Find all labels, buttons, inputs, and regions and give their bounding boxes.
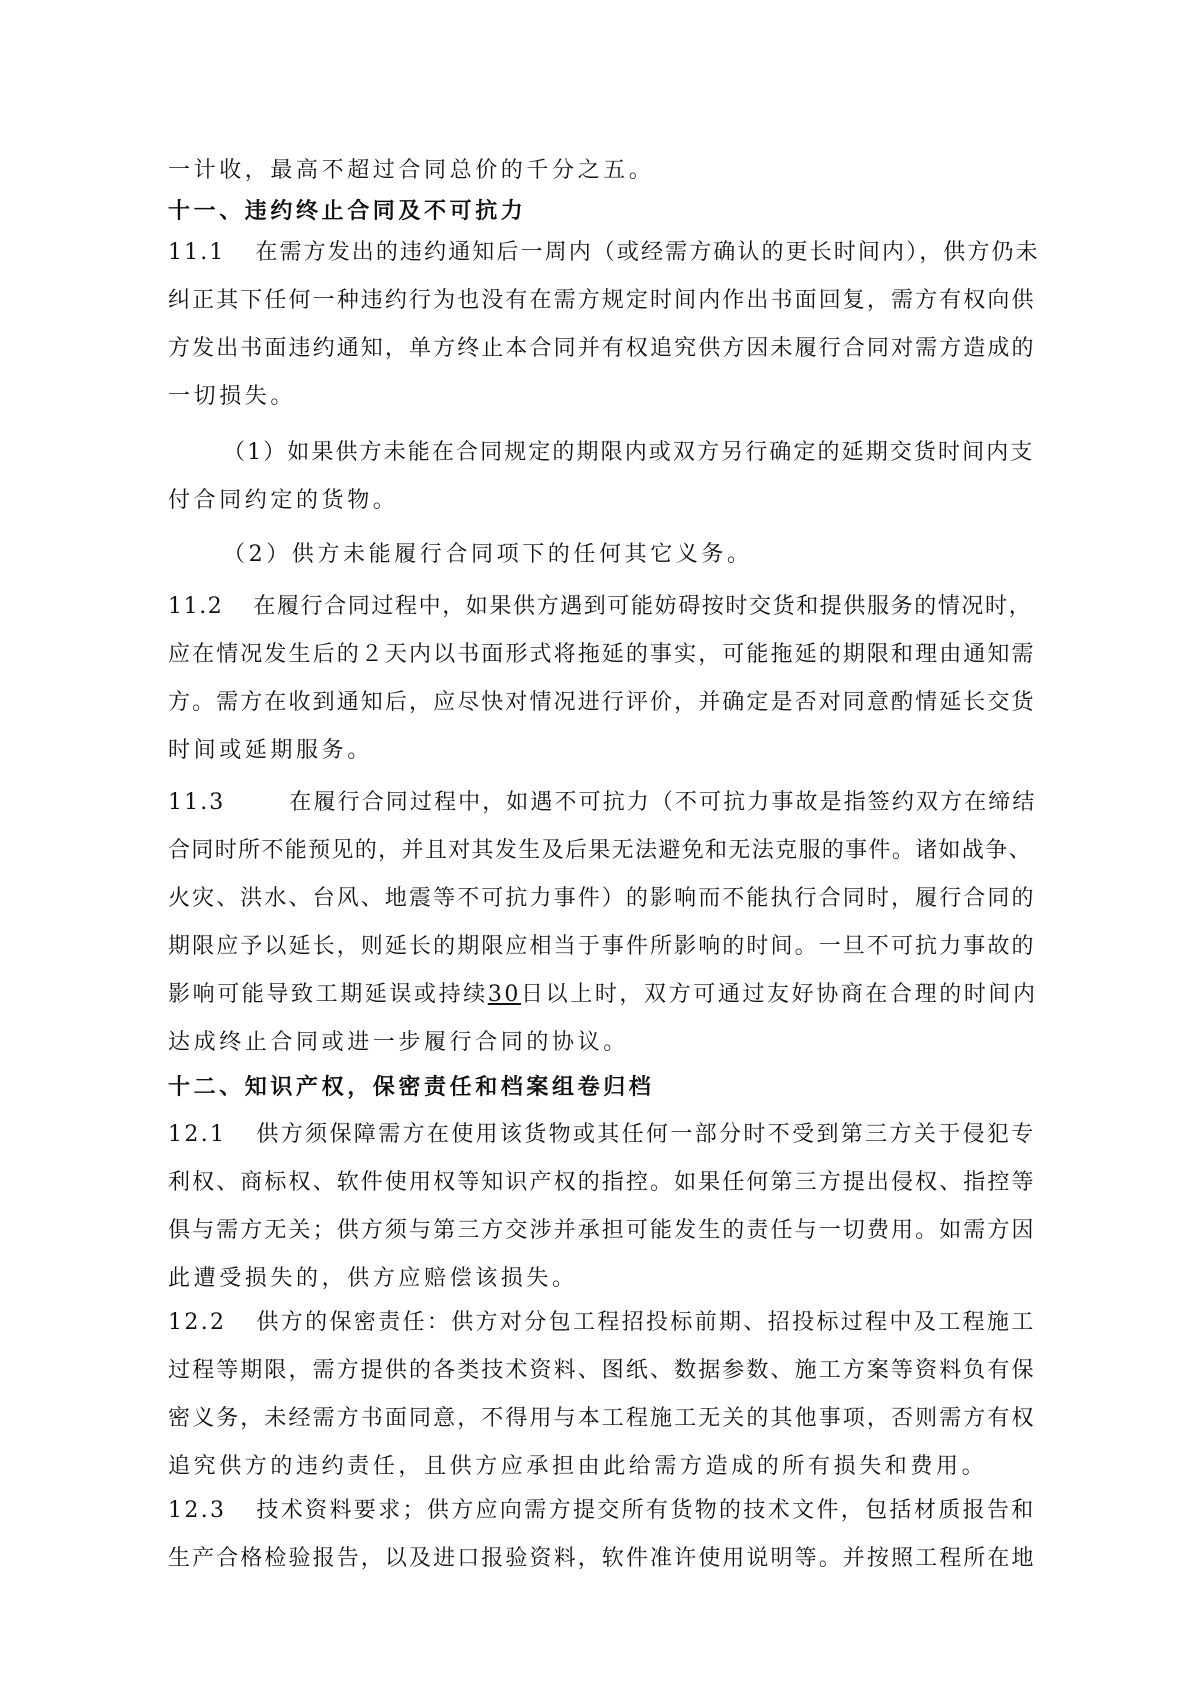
clause-11-1	[168, 234, 1040, 416]
clause-line: 追究供方的违约责任，且供方应承担由此给需方造成的所有损失和费用。	[168, 1454, 988, 1479]
clause-number: 12.1	[168, 1122, 227, 1147]
clause-line: 时间或延期服务。	[168, 738, 373, 763]
clause-line: 合同时所不能预见的，并且对其发生及后果无法避免和无法克服的事件。诸如战争、	[168, 838, 1032, 863]
clause-number: 11.3	[168, 790, 226, 815]
clause-line: 11.2 在履行合同过程中，如果供方遇到可能妨碍按时交货和提供服务的情况时，	[168, 594, 1033, 619]
clause-line: 此遭受损失的，供方应赔偿该损失。	[168, 1266, 578, 1291]
document-page	[168, 152, 1040, 1578]
clause-line: 过程等期限，需方提供的各类技术资料、图纸、数据参数、施工方案等资料负有保	[168, 1358, 1036, 1383]
clause-12-1	[168, 1116, 1040, 1298]
clause-line: 纠正其下任何一种违约行为也没有在需方规定时间内作出书面回复，需方有权向供	[168, 288, 1036, 313]
list-item-1	[168, 434, 1040, 520]
clause-line: 利权、商标权、软件使用权等知识产权的指控。如果任何第三方提出侵权、指控等	[168, 1170, 1036, 1195]
clause-number: 11.2	[168, 594, 224, 619]
clause-line: 11.1 在需方发出的违约通知后一周内（或经需方确认的更长时间内），供方仍未	[168, 240, 1040, 265]
clause-number: 11.1	[168, 240, 226, 265]
clause-12-3	[168, 1492, 1040, 1578]
clause-line: 生产合格检验报告，以及进口报验资料，软件准许使用说明等。并按照工程所在地	[168, 1546, 1036, 1571]
clause-line: 期限应予以延长，则延长的期限应相当于事件所影响的时间。一旦不可抗力事故的	[168, 934, 1036, 959]
clause-line: 一切损失。	[168, 384, 297, 409]
list-line: 付合同约定的货物。	[168, 488, 399, 513]
clause-number: 12.3	[168, 1498, 227, 1523]
clause-line: 火灾、洪水、台风、地震等不可抗力事件）的影响而不能执行合同时，履行合同的	[168, 886, 1036, 911]
list-item-2	[168, 536, 1040, 574]
clause-12-2	[168, 1304, 1040, 1486]
clause-line: 俱与需方无关；供方须与第三方交涉并承担可能发生的责任与一切费用。如需方因	[168, 1218, 1036, 1243]
clause-line: 12.3 技术资料要求；供方应向需方提交所有货物的技术文件，包括材质报告和	[168, 1498, 1036, 1523]
underlined-days: 30	[487, 982, 522, 1007]
clause-line: 方。需方在收到通知后，应尽快对情况进行评价，并确定是否对同意酌情延长交货	[168, 690, 1036, 715]
section-heading-12: 十二、知识产权，保密责任和档案组卷归档	[168, 1074, 655, 1100]
clause-line: 应在情况发生后的２天内以书面形式将拖延的事实，可能拖延的期限和理由通知需	[168, 642, 1036, 667]
list-line: （2）供方未能履行合同项下的任何其它义务。	[223, 542, 753, 567]
clause-line: 方发出书面违约通知，单方终止本合同并有权追究供方因未履行合同对需方造成的	[168, 336, 1036, 361]
clause-number: 12.2	[168, 1310, 227, 1335]
text-line: 一计收，最高不超过合同总价的千分之五。	[168, 158, 655, 183]
clause-line: 11.3 在履行合同过程中，如遇不可抗力（不可抗力事故是指签约双方在缔结	[168, 790, 1037, 815]
section-heading-11: 十一、违约终止合同及不可抗力	[168, 198, 527, 224]
list-line: （1）如果供方未能在合同规定的期限内或双方另行确定的延期交货时间内支	[223, 440, 1035, 465]
clause-line: 达成终止合同或进一步履行合同的协议。	[168, 1030, 629, 1055]
clause-11-2	[168, 588, 1040, 770]
clause-line: 影响可能导致工期延误或持续30日以上时，双方可通过友好协商在合理的时间内	[168, 982, 1038, 1007]
clause-line: 密义务，未经需方书面同意，不得用与本工程施工无关的其他事项，否则需方有权	[168, 1406, 1036, 1431]
clause-11-3	[168, 784, 1040, 1062]
clause-line: 12.1 供方须保障需方在使用该货物或其任何一部分时不受到第三方关于侵犯专	[168, 1122, 1036, 1147]
clause-line: 12.2 供方的保密责任：供方对分包工程招投标前期、招投标过程中及工程施工	[168, 1310, 1036, 1335]
